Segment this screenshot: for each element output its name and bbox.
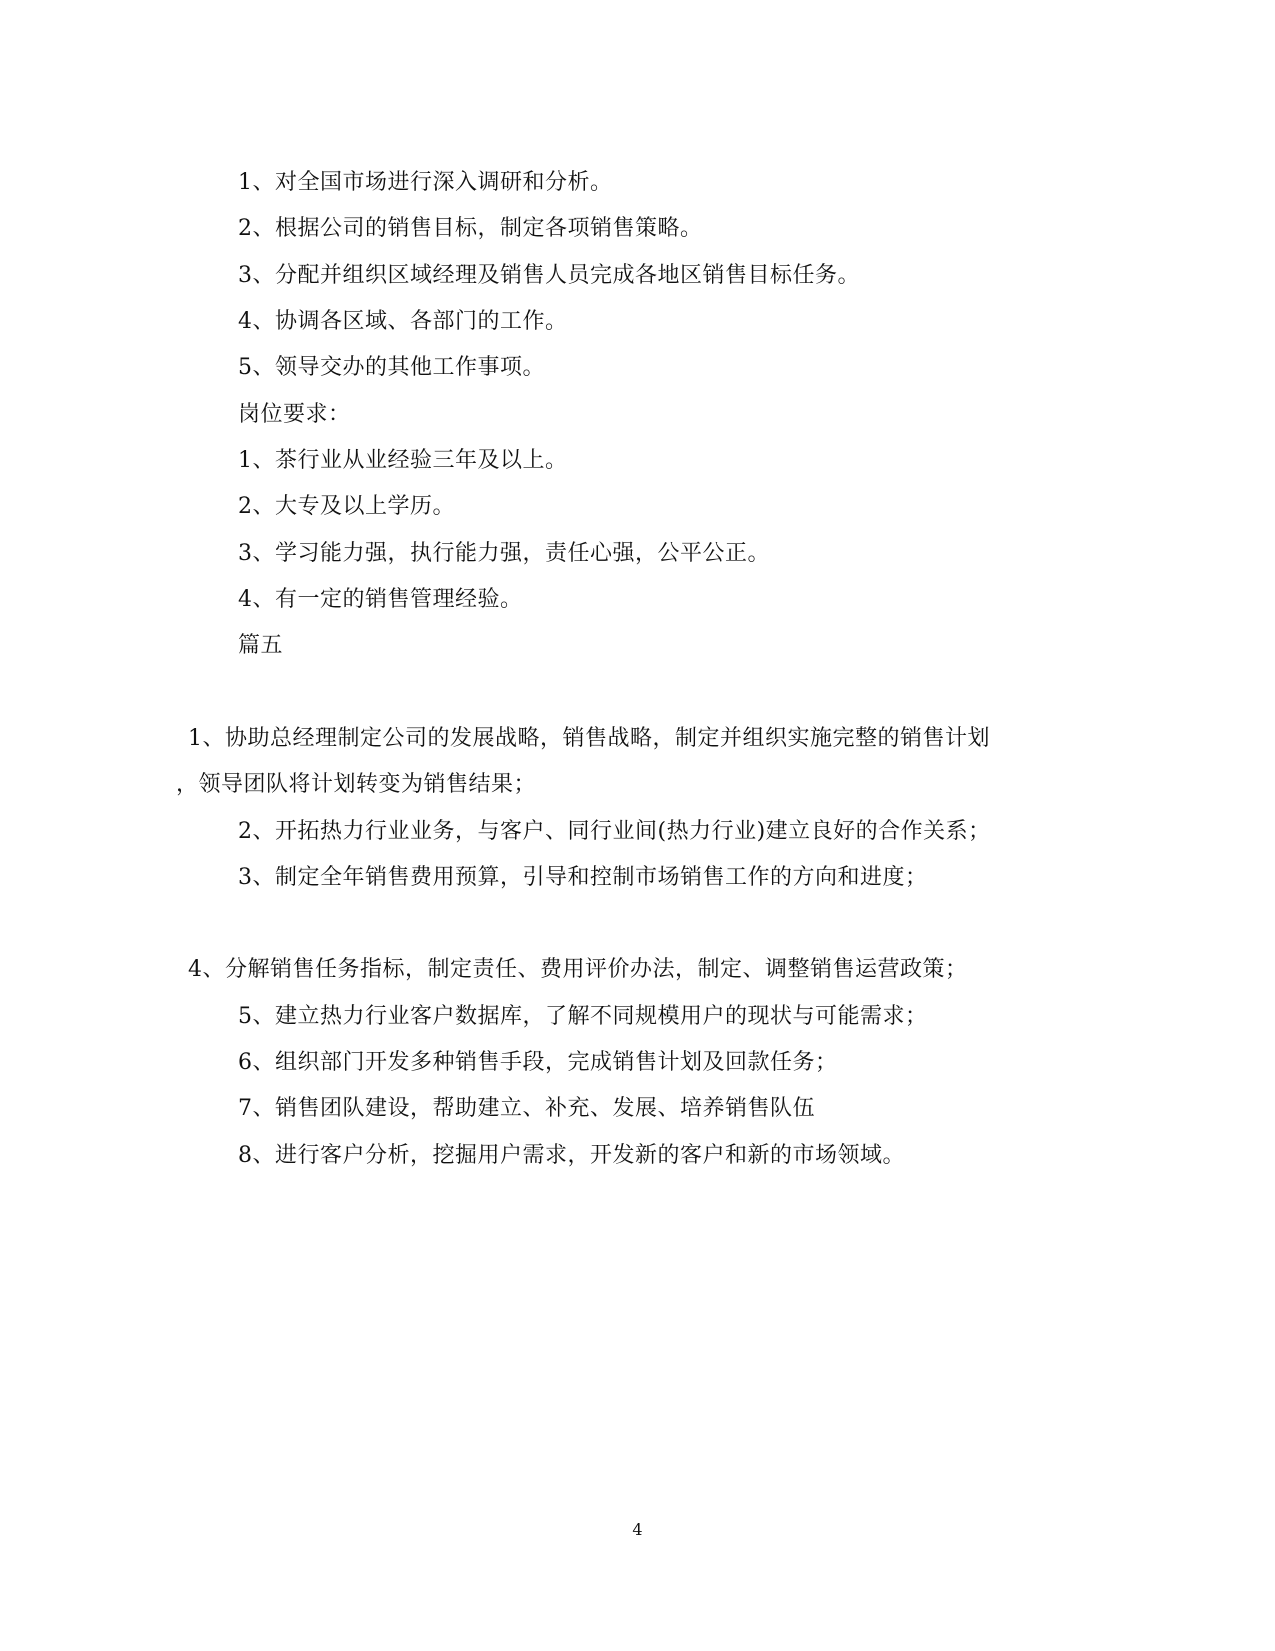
- section-item-6: 6、组织部门开发多种销售手段，完成销售计划及回款任务；: [238, 1050, 838, 1075]
- page-number: 4: [632, 1520, 643, 1539]
- duty-item-2: 2、根据公司的销售目标，制定各项销售策略。: [238, 216, 703, 241]
- section-item-3: 3、制定全年销售费用预算，引导和控制市场销售工作的方向和进度；: [238, 865, 928, 890]
- requirement-item-2: 2、大专及以上学历。: [238, 494, 455, 519]
- duty-item-4: 4、协调各区域、各部门的工作。: [238, 309, 568, 334]
- duty-item-1: 1、对全国市场进行深入调研和分析。: [238, 170, 613, 195]
- section-item-7: 7、销售团队建设，帮助建立、补充、发展、培养销售队伍: [238, 1096, 815, 1121]
- requirement-item-3: 3、学习能力强，执行能力强，责任心强，公平公正。: [238, 541, 770, 566]
- duty-item-3: 3、分配并组织区域经理及销售人员完成各地区销售目标任务。: [238, 263, 860, 288]
- requirement-item-4: 4、有一定的销售管理经验。: [238, 587, 523, 612]
- requirement-item-1: 1、茶行业从业经验三年及以上。: [238, 448, 568, 473]
- section-item-5: 5、建立热力行业客户数据库，了解不同规模用户的现状与可能需求；: [238, 1004, 928, 1029]
- section-item-1: 1、协助总经理制定公司的发展战略，销售战略，制定并组织实施完整的销售计划: [188, 726, 990, 751]
- section-item-4: 4、分解销售任务指标，制定责任、费用评价办法，制定、调整销售运营政策；: [188, 957, 968, 982]
- duty-item-5: 5、领导交办的其他工作事项。: [238, 355, 545, 380]
- requirements-heading: 岗位要求：: [238, 402, 351, 427]
- section-item-2: 2、开拓热力行业业务，与客户、同行业间(热力行业)建立良好的合作关系；: [238, 819, 991, 844]
- section-heading: 篇五: [238, 633, 284, 658]
- section-item-8: 8、进行客户分析，挖掘用户需求，开发新的客户和新的市场领域。: [238, 1143, 905, 1168]
- section-item-1-continued: ，领导团队将计划转变为销售结果；: [176, 772, 537, 797]
